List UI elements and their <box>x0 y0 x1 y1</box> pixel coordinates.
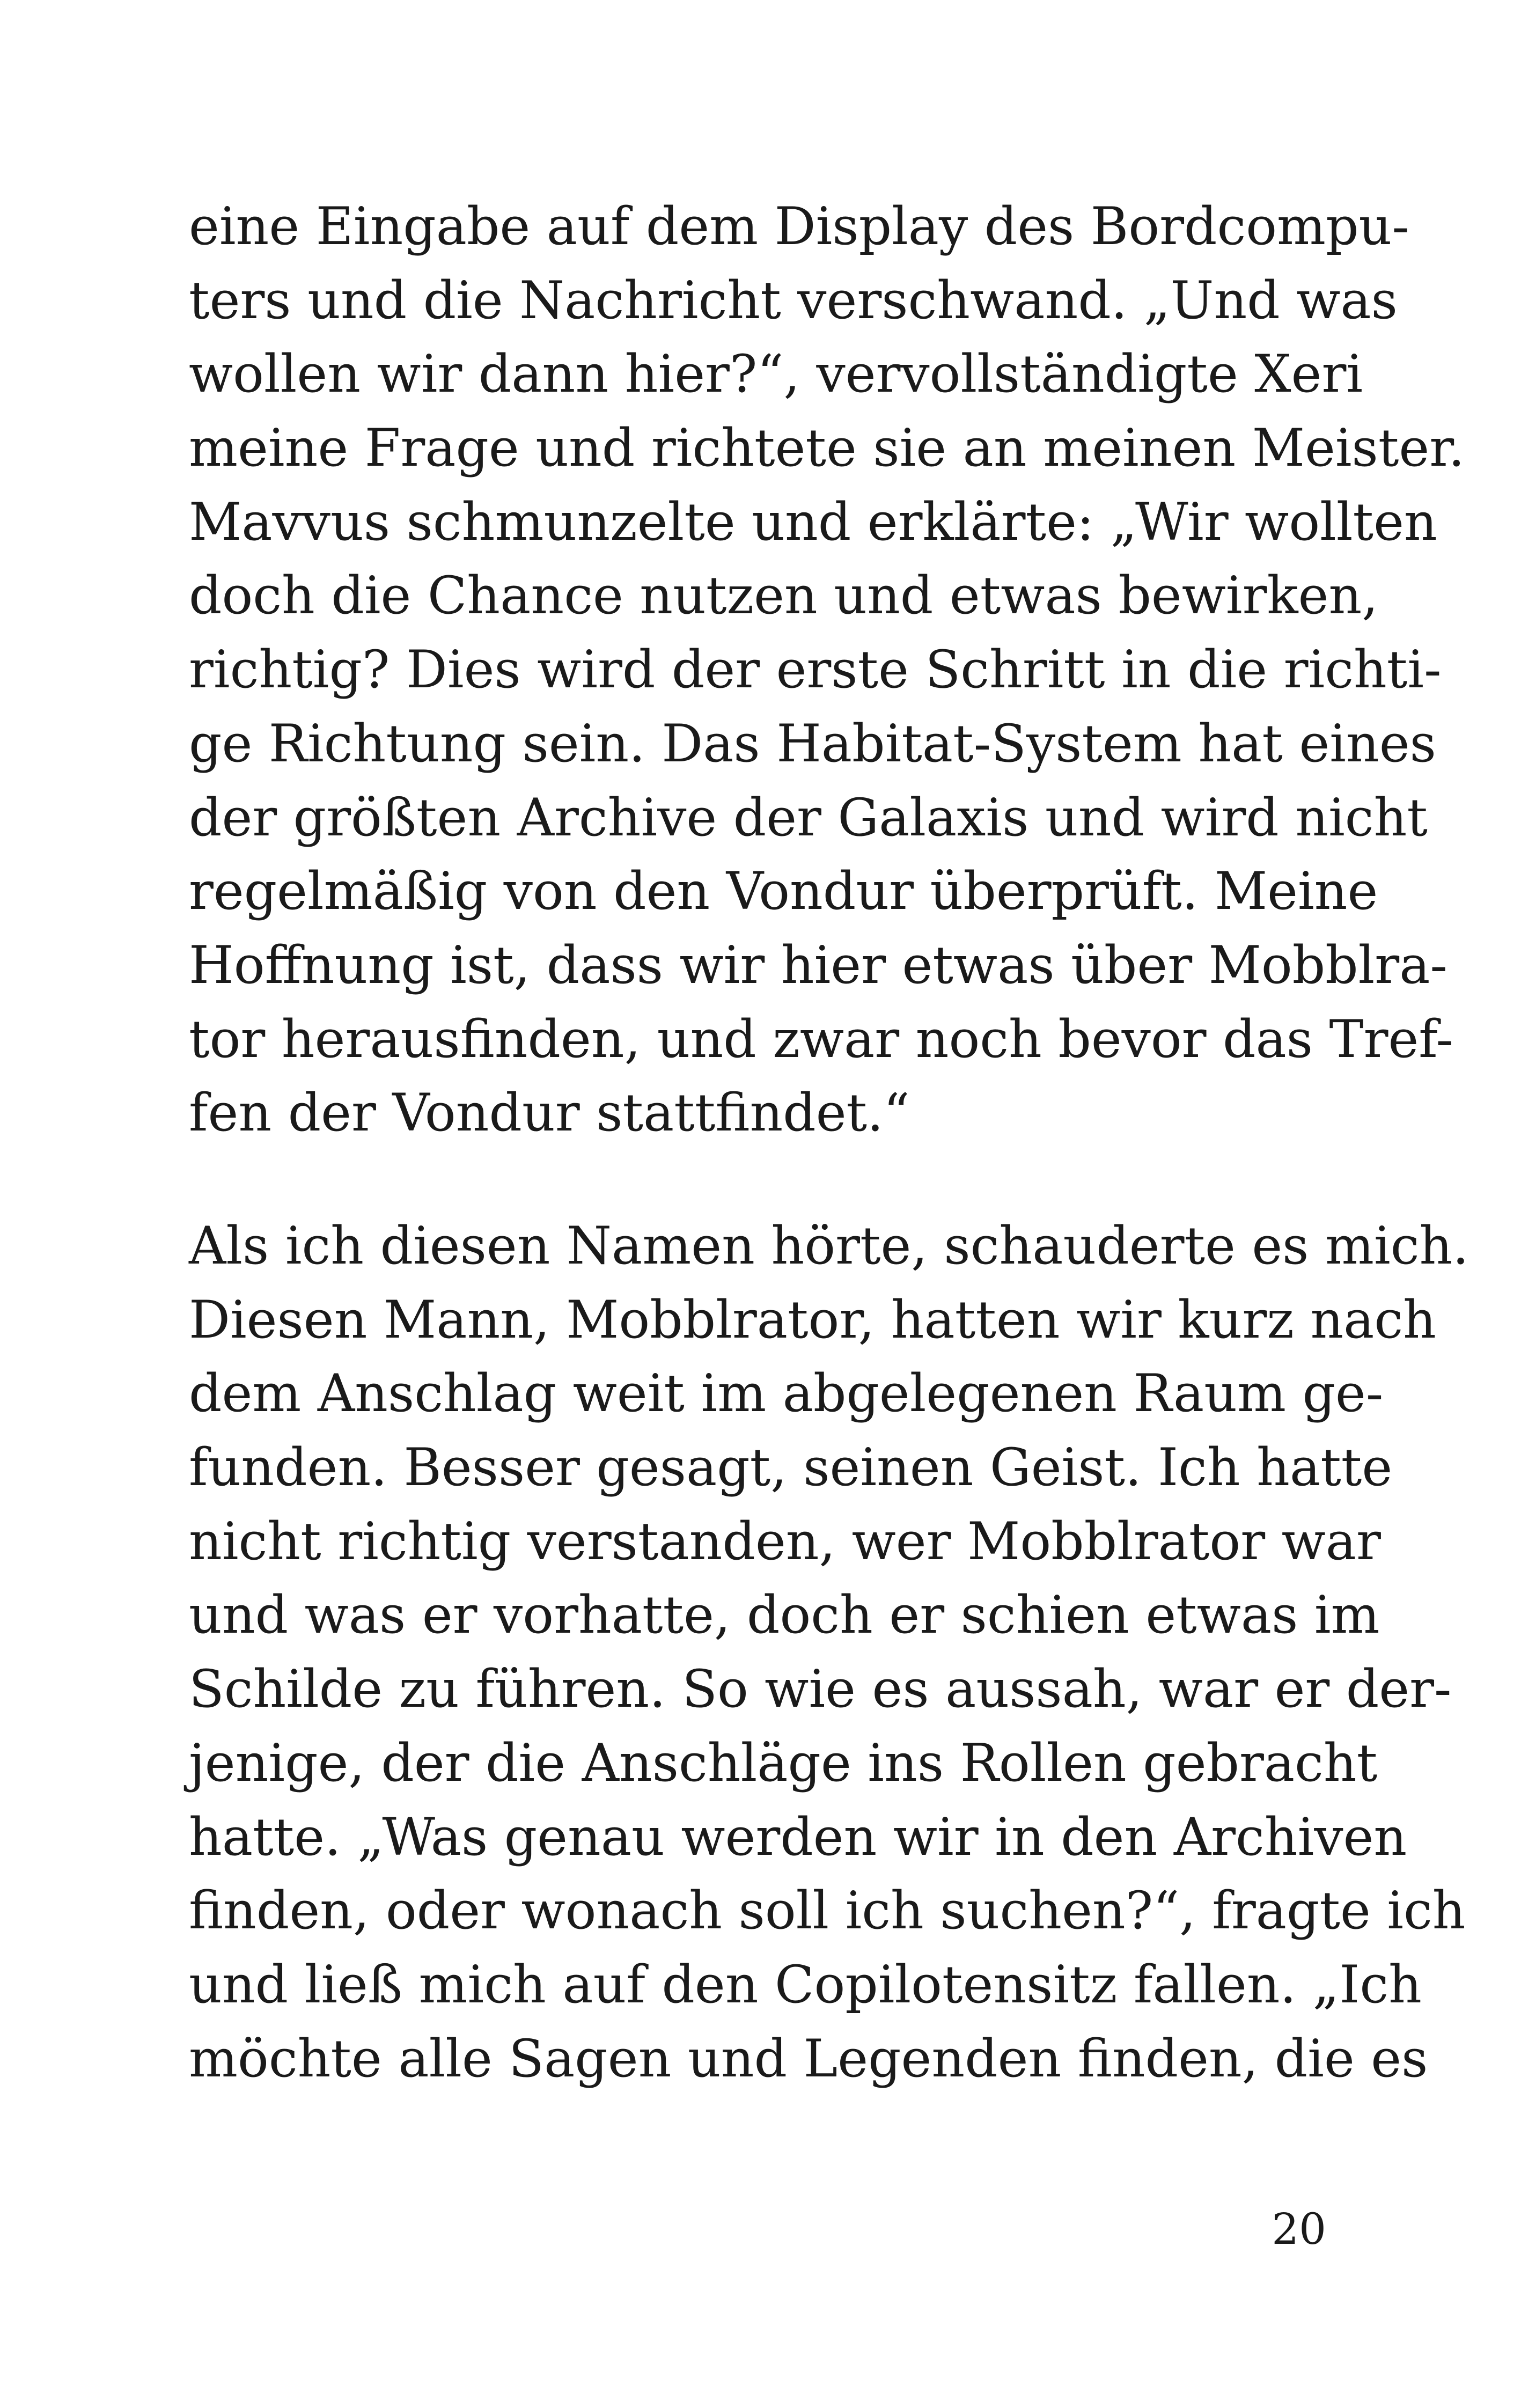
text-line: Schilde zu führen. So wie es aussah, war er der- <box>189 1659 1452 1720</box>
text-line: nicht richtig verstanden, wer Mobblrator war <box>189 1511 1381 1572</box>
paragraph-2 <box>189 1209 1469 2096</box>
text-line: doch die Chance nutzen und etwas bewirken, <box>189 566 1378 626</box>
text-line: möchte alle Sagen und Legenden finden, die es <box>189 2028 1428 2089</box>
text-line: Mavvus schmunzelte und erklärte: „Wir wollten <box>189 491 1437 552</box>
text-line: fen der Vondur stattfindet.“ <box>189 1083 910 1143</box>
text-line: jenige, der die Anschläge ins Rollen gebracht <box>189 1732 1378 1793</box>
text-line: Diesen Mann, Mobblrator, hatten wir kurz nach <box>189 1289 1436 1350</box>
text-line: ters und die Nachricht verschwand. „Und was <box>189 270 1398 331</box>
text-line: meine Frage und richtete sie an meinen Meister. <box>189 418 1465 479</box>
text-line: dem Anschlag weit im abgelegenen Raum ge- <box>189 1363 1384 1424</box>
paragraph-1 <box>189 190 1465 1150</box>
text-line: Hoffnung ist, dass wir hier etwas über Mobblra- <box>189 935 1447 995</box>
text-line: ge Richtung sein. Das Habitat-System hat eines <box>189 713 1436 774</box>
text-line: der größten Archive der Galaxis und wird nicht <box>189 787 1428 848</box>
text-line: eine Eingabe auf dem Display des Bordcompu- <box>189 196 1409 256</box>
text-line: und was er vorhatte, doch er schien etwas im <box>189 1585 1380 1646</box>
text-line: funden. Besser gesagt, seinen Geist. Ich hatte <box>189 1437 1393 1498</box>
page-number: 20 <box>1272 2204 1326 2254</box>
text-line: richtig? Dies wird der erste Schritt in die richti- <box>189 640 1442 700</box>
text-line: regelmäßig von den Vondur überprüft. Meine <box>189 861 1378 922</box>
text-line: hatte. „Was genau werden wir in den Archiven <box>189 1807 1407 1867</box>
text-line: und ließ mich auf den Copilotensitz fallen. „Ich <box>189 1954 1422 2015</box>
text-line: finden, oder wonach soll ich suchen?“, fragte ich <box>189 1881 1466 1941</box>
text-line: Als ich diesen Namen hörte, schauderte es mich. <box>189 1216 1469 1276</box>
text-line: tor herausfinden, und zwar noch bevor das Tref- <box>189 1009 1453 1069</box>
text-line: wollen wir dann hier?“, vervollständigte Xeri <box>189 344 1363 405</box>
